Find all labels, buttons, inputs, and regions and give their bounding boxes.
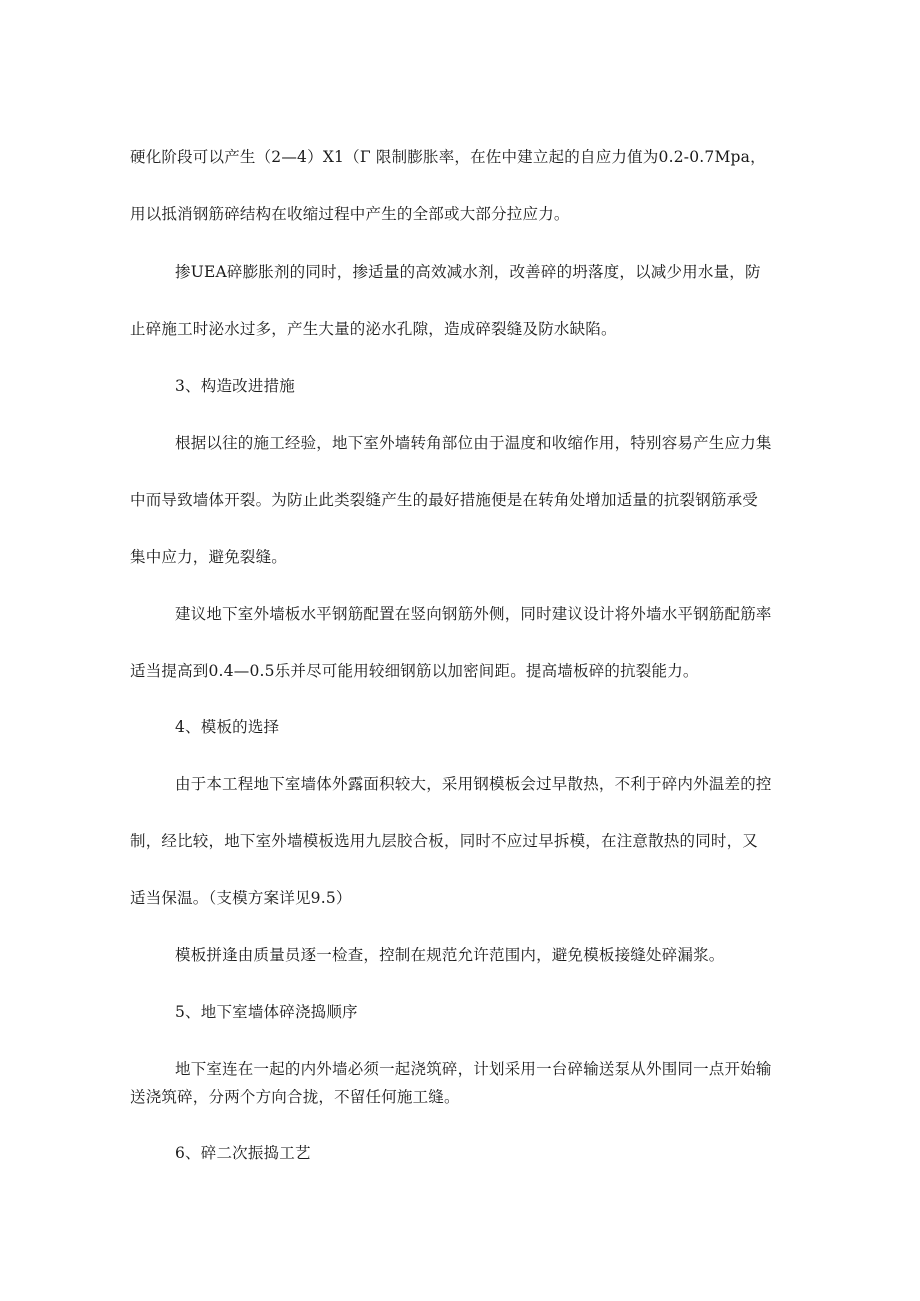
paragraph-line: 建议地下室外墙板水平钢筋配置在竖向钢筋外侧，同时建议设计将外墙水平钢筋配筋率: [175, 605, 772, 623]
paragraph-line: 模板拼逢由质量员逐一检查，控制在规范允许范围内，避免模板接缝处碎漏浆。: [175, 946, 725, 964]
paragraph-line: 用以抵消钢筋碎结构在收缩过程中产生的全部或大部分拉应力。: [130, 205, 570, 223]
paragraph-line: 硬化阶段可以产生（2—4）X1（Γ 限制膨胀率，在佐中建立起的自应力值为0.2-0.7Mpa，: [130, 148, 766, 166]
paragraph-line: 中而导致墙体开裂。为防止此类裂缝产生的最好措施便是在转角处增加适量的抗裂钢筋承受: [130, 491, 759, 509]
section-heading: 6、碎二次振捣工艺: [175, 1144, 311, 1162]
paragraph-line: 地下室连在一起的内外墙必须一起浇筑碎，计划采用一台碎输送泵从外围同一点开始输: [175, 1060, 772, 1078]
section-heading: 4、模板的选择: [175, 718, 280, 736]
paragraph-line: 止碎施工时泌水过多，产生大量的泌水孔隙，造成碎裂缝及防水缺陷。: [130, 320, 617, 338]
paragraph-line: 集中应力，避免裂缝。: [130, 548, 288, 566]
paragraph-line: 根据以往的施工经验，地下室外墙转角部位由于温度和收缩作用，特别容易产生应力集: [175, 434, 772, 452]
section-heading: 5、地下室墙体碎浇捣顺序: [175, 1003, 358, 1021]
section-heading: 3、构造改进措施: [175, 377, 295, 395]
paragraph-line: 适当提高到0.4—0.5乐并尽可能用较细钢筋以加密间距。提高墙板碎的抗裂能力。: [130, 662, 699, 680]
paragraph-line: 送浇筑碎，分两个方向合拢，不留任何施工缝。: [130, 1088, 460, 1106]
paragraph-line: 由于本工程地下室墙体外露面积较大，采用钢模板会过早散热，不利于碎内外温差的控: [175, 775, 772, 793]
paragraph-line: 掺UEA碎膨胀剂的同时，掺适量的高效减水剂，改善碎的坍落度，以减少用水量，防: [175, 263, 761, 281]
paragraph-line: 制，经比较，地下室外墙模板选用九层胶合板，同时不应过早拆模，在注意散热的同时，又: [130, 832, 759, 850]
paragraph-line: 适当保温。（支模方案详见9.5）: [130, 889, 352, 907]
